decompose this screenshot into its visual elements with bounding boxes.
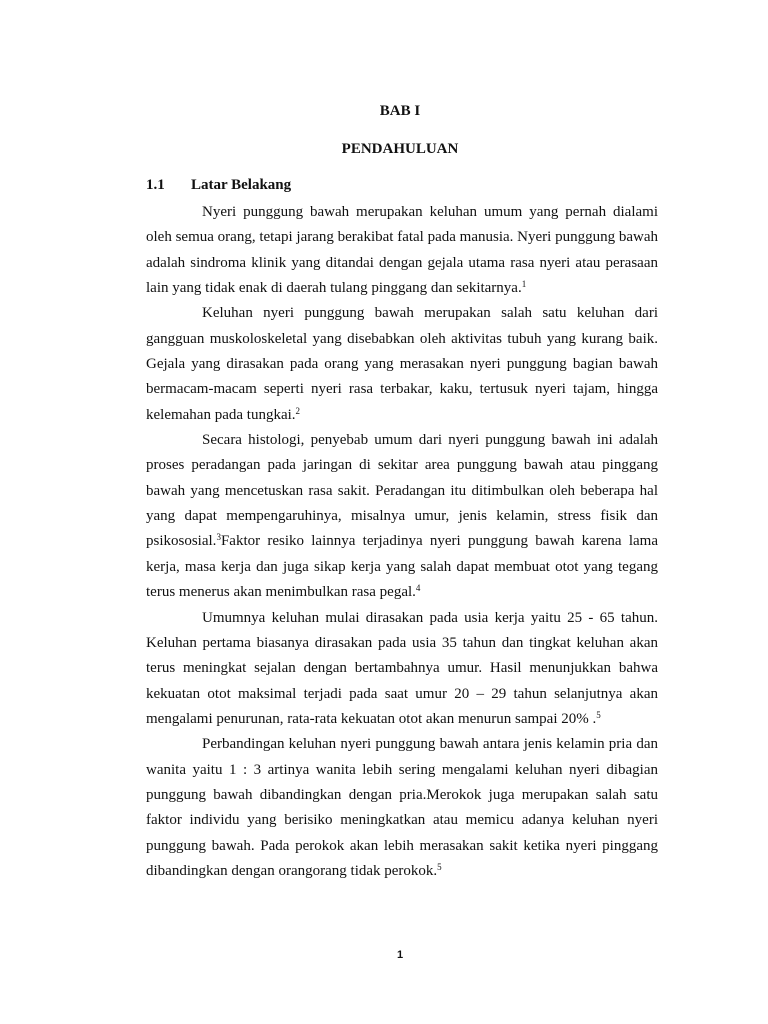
paragraph (146, 301, 658, 428)
paragraph-text: Secara histologi, penyebab umum dari nyeri punggung bawah ini adalah proses peradangan pada jaringan di sekitar area punggung bawah atau pinggang bawah yang mencetuskan rasa sakit. Peradangan itu ditimbulkan oleh beberapa hal yang dapat mempengaruhinya, misalnya umur, jenis kelamin, stress fisik dan psikososial. (146, 432, 658, 550)
paragraph (146, 200, 658, 301)
chapter-title: PENDAHULUAN (341, 141, 459, 157)
section-title: Latar Belakang (191, 177, 292, 193)
footnote-ref: 5 (596, 709, 601, 720)
paragraph-text: Faktor resiko lainnya terjadinya nyeri punggung bawah karena lama kerja, masa kerja dan juga sikap kerja yang salah dapat membuat otot yang tegang terus menerus akan menimbulkan rasa pegal. (146, 533, 658, 601)
footnote-ref: 2 (295, 405, 301, 416)
page-number: 1 (396, 949, 404, 961)
paragraph-text: Umumnya keluhan mulai dirasakan pada usia kerja yaitu 25 - 65 tahun. Keluhan pertama biasanya dirasakan pada usia 35 tahun dan tingkat keluhan akan terus meningkat sejalan dengan bertambahnya umur. Hasil menunjukkan bahwa kekuatan otot maksimal terjadi pada saat umur 20 – 29 tahun selanjutnya akan mengalami penurunan, rata-rata kekuatan otot akan menurun sampai 20% . (146, 609, 658, 727)
section-heading (146, 177, 291, 194)
footnote-ref: 1 (521, 279, 527, 290)
section-number: 1.1 (146, 177, 165, 193)
chapter-label: BAB I (379, 103, 421, 119)
paragraph-text: Nyeri punggung bawah merupakan keluhan umum yang pernah dialami oleh semua orang, tetapi jarang berakibat fatal pada manusia. Nyeri punggung bawah adalah sindroma klinik yang ditandai dengan gejala utama rasa nyeri atau perasaan lain yang tidak enak di daerah tulang pinggang dan sekitarnya. (146, 204, 658, 297)
footnote-ref: 3 (216, 532, 221, 543)
footnote-ref: 5 (437, 861, 442, 872)
footnote-ref: 4 (415, 583, 421, 594)
paragraph (146, 732, 658, 884)
paragraph-text: Keluhan nyeri punggung bawah merupakan salah satu keluhan dari gangguan muskoloskeletal yang disebabkan oleh aktivitas tubuh yang kurang baik. Gejala yang dirasakan pada orang yang merasakan nyeri punggung bagian bawah bermacam-macam seperti nyeri rasa terbakar, kaku, tertusuk nyeri tajam, hingga kelemahan pada tungkai. (146, 305, 658, 423)
paragraph-text: Perbandingan keluhan nyeri punggung bawah antara jenis kelamin pria dan wanita yaitu 1 : 3 artinya wanita lebih sering mengalami keluhan nyeri dibagian punggung bawah dibandingkan dengan pria.Merokok juga merupakan salah satu faktor individu yang berisiko meningkatkan atau memicu adanya keluhan nyeri punggung bawah. Pada perokok akan lebih merasakan sakit ketika nyeri pinggang dibandingkan dengan orangorang tidak perokok. (146, 736, 658, 879)
paragraph (146, 606, 658, 733)
paragraph (146, 428, 658, 605)
body-text (146, 200, 658, 884)
